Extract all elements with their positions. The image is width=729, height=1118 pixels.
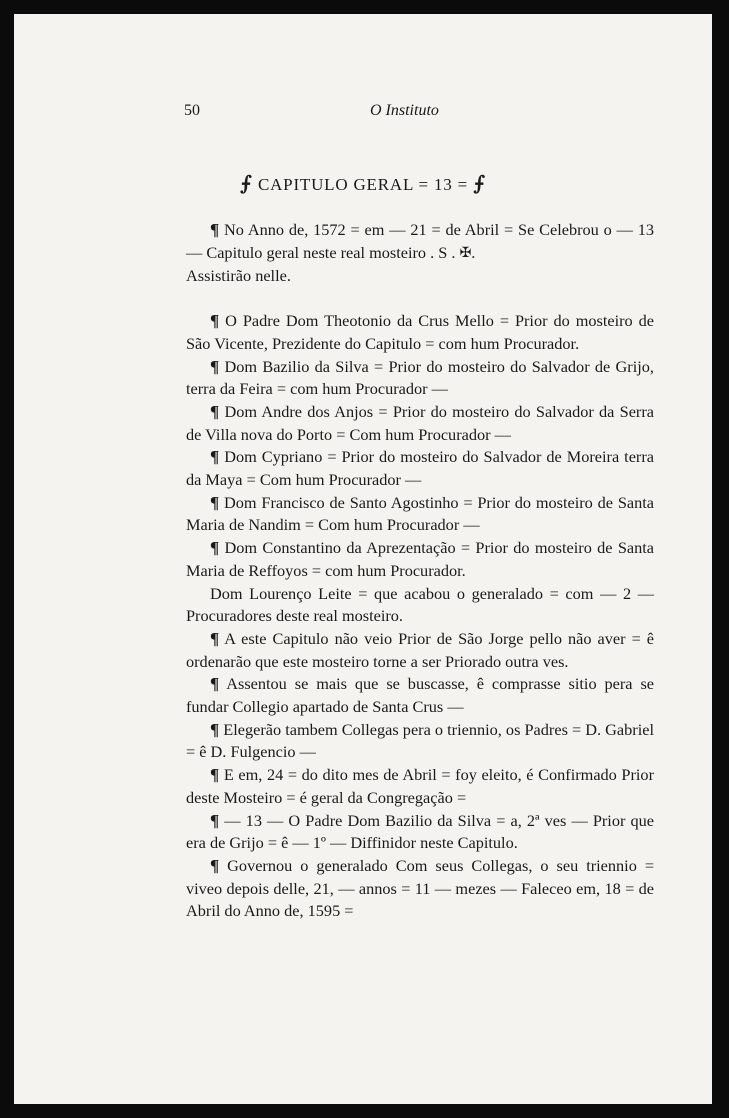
cross-icon: ✠ (459, 245, 472, 261)
paragraph-opening: ¶ No Anno de, 1572 = em — 21 = de Abril = Se Celebrou o — 13 — Capitulo geral neste real mosteiro . S . ✠. (186, 220, 654, 262)
paragraph-text: O Padre Dom Theotonio da Crus Mello = Prior do mosteiro de São Vicente, Prezidente do Capitulo = com hum Procurador. (186, 311, 654, 353)
paragraph-assistirao (186, 265, 654, 288)
pilcrow-icon: ¶ (210, 719, 220, 739)
paragraph-cypriano (186, 446, 654, 491)
paragraph-constantino (186, 537, 654, 582)
paragraph-text: Dom Andre dos Anjos = Prior do mosteiro do Salvador da Serra de Villa nova do Porto = Com hum Procurador — (186, 401, 654, 444)
pilcrow-icon: ¶ (210, 401, 220, 421)
pilcrow-icon: ¶ (210, 674, 220, 694)
paragraph-sao-jorge (186, 628, 654, 673)
paragraph-francisco (186, 492, 654, 537)
pilcrow-icon: ¶ (210, 855, 220, 875)
pilcrow-icon: ¶ (210, 628, 220, 648)
running-head (14, 102, 712, 126)
paragraph-lourenco (186, 583, 654, 628)
pilcrow-icon: ¶ (210, 356, 220, 376)
journal-title: O Instituto (370, 102, 439, 119)
paragraph-segunda-vez (186, 810, 654, 855)
paragraph-text: Dom Lourenço Leite = que acabou o generalado = com — 2 — Procuradores deste real mosteiro. (186, 583, 654, 626)
paragraph-text: A este Capitulo não veio Prior de São Jorge pello não aver = ê ordenarão que este mosteiro torne a ser Priorado outra ves. (186, 628, 654, 671)
paragraph-text: Governou o generalado Com seus Collegas, o seu triennio = viveo depois delle, 21, — annos = 11 — mezes — Faleceo em, 18 = de Abril do Anno de, 1595 = (186, 855, 654, 921)
ornament-right-icon: ⨍ (473, 173, 487, 195)
pilcrow-icon: ¶ (210, 765, 220, 785)
ornament-left-icon: ⨍ (239, 173, 253, 195)
page-number: 50 (184, 102, 200, 119)
paragraph-text: Dom Bazilio da Silva = Prior do mosteiro do Salvador de Grijo, terra da Feira = com hum Procurador — (186, 356, 654, 399)
body-text (186, 219, 654, 923)
paragraph-text: Elegerão tambem Collegas pera o triennio, os Padres = D. Gabriel = ê D. Fulgencio — (186, 719, 654, 762)
paragraph-collegio (186, 673, 654, 718)
paragraph-text: Dom Cypriano = Prior do mosteiro do Salvador de Moreira terra da Maya = Com hum Procurador — (186, 447, 654, 490)
paragraph-text: Assentou se mais que se buscasse, ê comprasse sitio pera se fundar Collegio apartado de Santa Crus — (186, 674, 655, 717)
paragraph-text: Dom Constantino da Aprezentação = Prior do mosteiro de Santa Maria de Reffoyos = com hum Procurador. (186, 538, 654, 580)
chapter-heading (14, 171, 712, 196)
paragraph-eleicao (186, 764, 654, 809)
paragraph-text: Dom Francisco de Santo Agostinho = Prior do mosteiro de Santa Maria de Nandim = Com hum Procurador — (186, 492, 654, 535)
paragraph-theotonio (186, 310, 654, 355)
pilcrow-icon: ¶ (210, 492, 220, 512)
paragraph-collegas (186, 719, 654, 764)
paragraph-bazilio (186, 356, 654, 401)
chapter-title: CAPITULO GERAL = 13 = (257, 175, 469, 194)
paragraph-text: Assistirão nelle. (186, 266, 291, 286)
pilcrow-icon: ¶ (210, 220, 220, 239)
paragraph-text: — 13 — O Padre Dom Bazilio da Silva = a, 2ª ves — Prior que era de Grijo = ê — 1º — Diffinidor neste Capitulo. (186, 810, 654, 853)
pilcrow-icon: ¶ (210, 311, 220, 331)
paragraph-governou (186, 855, 654, 923)
paragraph-text: E em, 24 = do dito mes de Abril = foy eleito, é Confirmado Prior deste Mosteiro = é geral da Congregação = (186, 765, 654, 807)
pilcrow-icon: ¶ (210, 810, 220, 830)
paragraph-text: No Anno de, 1572 = em — 21 = de Abril = Se Celebrou o — 13 — Capitulo geral neste real mosteiro . S . (186, 220, 654, 262)
pilcrow-icon: ¶ (210, 538, 220, 558)
paragraph-andre (186, 401, 654, 446)
document-page (14, 14, 712, 1104)
pilcrow-icon: ¶ (210, 447, 220, 467)
